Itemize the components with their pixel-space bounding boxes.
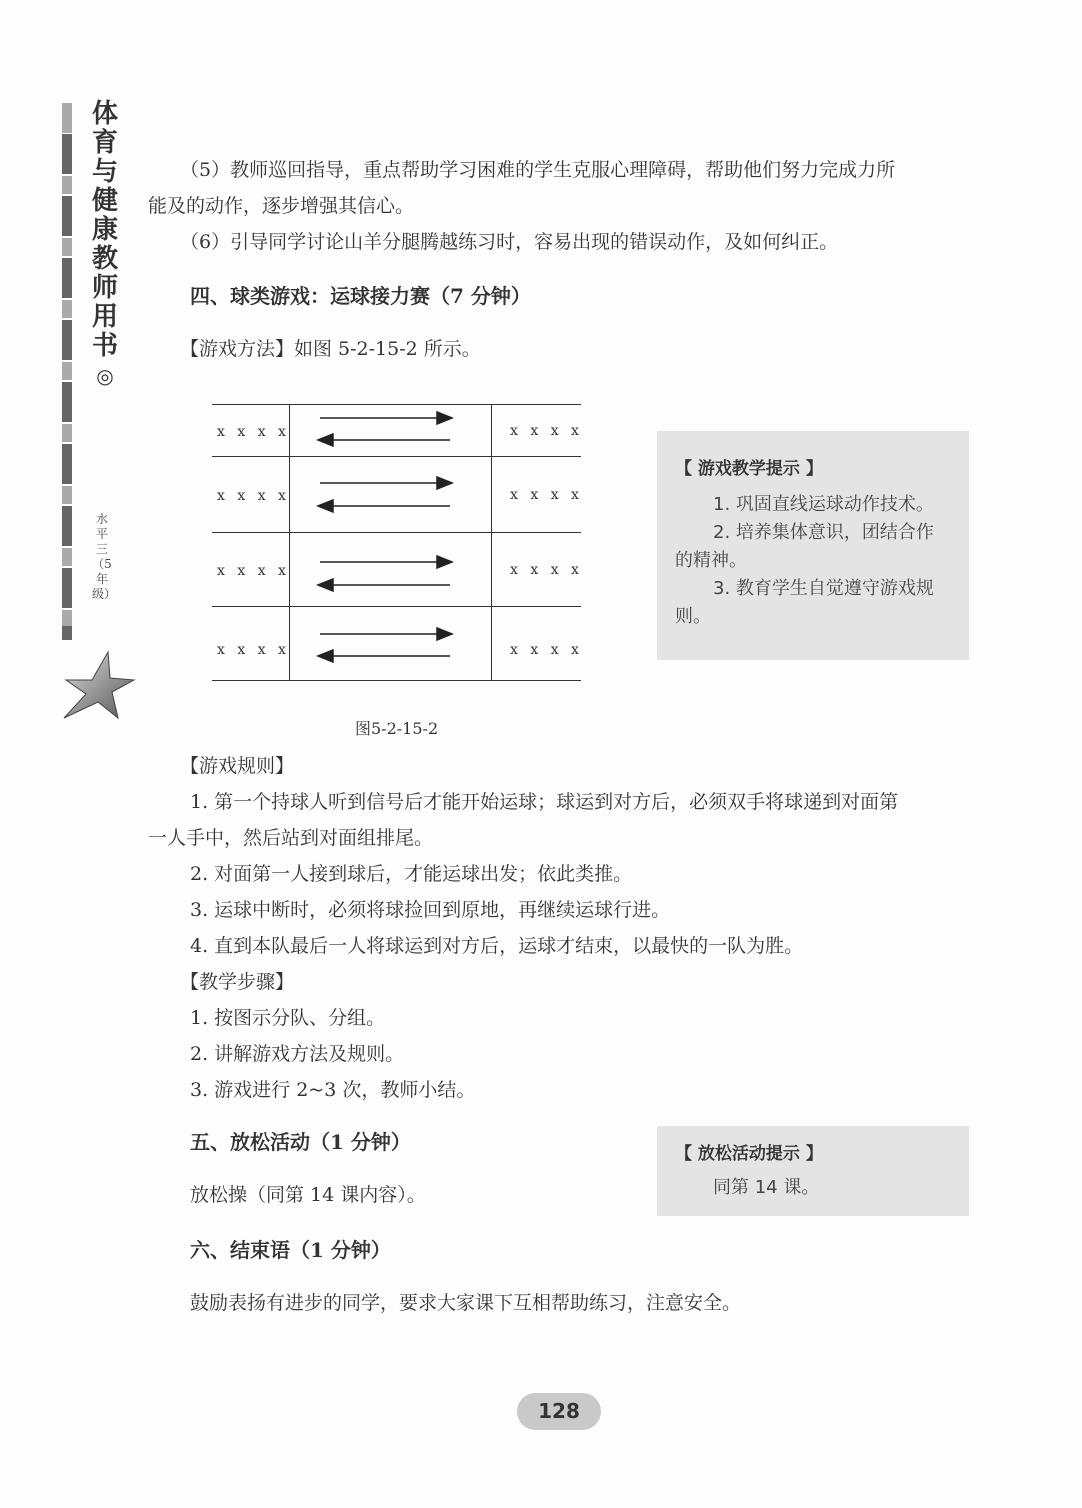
tip-item: 2. 培养集体意识，团结合作 — [713, 522, 934, 543]
arrows-icon — [315, 400, 455, 680]
team-left-3: x x x x — [217, 563, 290, 579]
paragraph-5-line2: 能及的动作，逐步增强其信心。 — [148, 195, 415, 217]
team-left-2: x x x x — [217, 488, 290, 504]
paragraph-6: （6）引导同学讨论山羊分腿腾越练习时，容易出现的错误动作，及如何纠正。 — [180, 231, 839, 253]
step-2: 2. 讲解游戏方法及规则。 — [190, 1043, 405, 1065]
team-left-4: x x x x — [217, 642, 290, 658]
tip-item: 1. 巩固直线运球动作技术。 — [713, 494, 934, 515]
game-teaching-tips — [657, 431, 969, 660]
section-heading-5: 五、放松活动（1 分钟） — [190, 1130, 411, 1154]
rules-title: 【游戏规则】 — [180, 755, 295, 777]
team-left-1: x x x x — [217, 424, 290, 440]
tip-item: 则。 — [675, 606, 711, 627]
rule-1-line2: 一人手中，然后站到对面组排尾。 — [148, 827, 434, 849]
book-title: 体育与健康教师用书 — [91, 99, 118, 361]
tip-item: 的精神。 — [675, 550, 747, 571]
game-method: 【游戏方法】如图 5-2-15-2 所示。 — [180, 338, 481, 360]
page-number: 128 — [517, 1393, 601, 1430]
rule-1-line1: 1. 第一个持球人听到信号后才能开始运球；球运到对方后，必须双手将球递到对面第 — [190, 791, 899, 813]
team-right-1: x x x x — [510, 423, 583, 439]
grade-level: 水平三（5年级） — [92, 512, 117, 601]
rule-4: 4. 直到本队最后一人将球运到对方后，运球才结束，以最快的一队为胜。 — [190, 935, 804, 957]
figure-caption: 图5-2-15-2 — [355, 719, 439, 738]
steps-title: 【教学步骤】 — [180, 971, 295, 993]
paragraph-5-line1: （5）教师巡回指导，重点帮助学习困难的学生克服心理障碍，帮助他们努力完成力所 — [180, 159, 896, 181]
tip-item: 3. 教育学生自觉遵守游戏规 — [713, 578, 934, 599]
relax-tips — [657, 1126, 969, 1216]
rule-3: 3. 运球中断时，必须将球捡回到原地，再继续运球行进。 — [190, 899, 671, 921]
tip-item: 同第 14 课。 — [713, 1177, 820, 1198]
tip-title: 【 放松活动提示 】 — [675, 1144, 823, 1164]
relax-text: 放松操（同第 14 课内容）。 — [190, 1184, 426, 1206]
section-heading-4: 四、球类游戏：运球接力赛（7 分钟） — [190, 284, 531, 308]
step-1: 1. 按图示分队、分组。 — [190, 1007, 386, 1029]
tip-title: 【 游戏教学提示 】 — [675, 459, 823, 479]
star-icon — [60, 650, 136, 720]
rule-2: 2. 对面第一人接到球后，才能运球出发；依此类推。 — [190, 863, 633, 885]
closing-text: 鼓励表扬有进步的同学，要求大家课下互相帮助练习，注意安全。 — [190, 1292, 742, 1314]
step-3: 3. 游戏进行 2~3 次，教师小结。 — [190, 1079, 476, 1101]
team-right-2: x x x x — [510, 487, 583, 503]
circle-symbol: ◎ — [96, 364, 114, 388]
team-right-4: x x x x — [510, 642, 583, 658]
section-heading-6: 六、结束语（1 分钟） — [190, 1238, 391, 1262]
team-right-3: x x x x — [510, 562, 583, 578]
